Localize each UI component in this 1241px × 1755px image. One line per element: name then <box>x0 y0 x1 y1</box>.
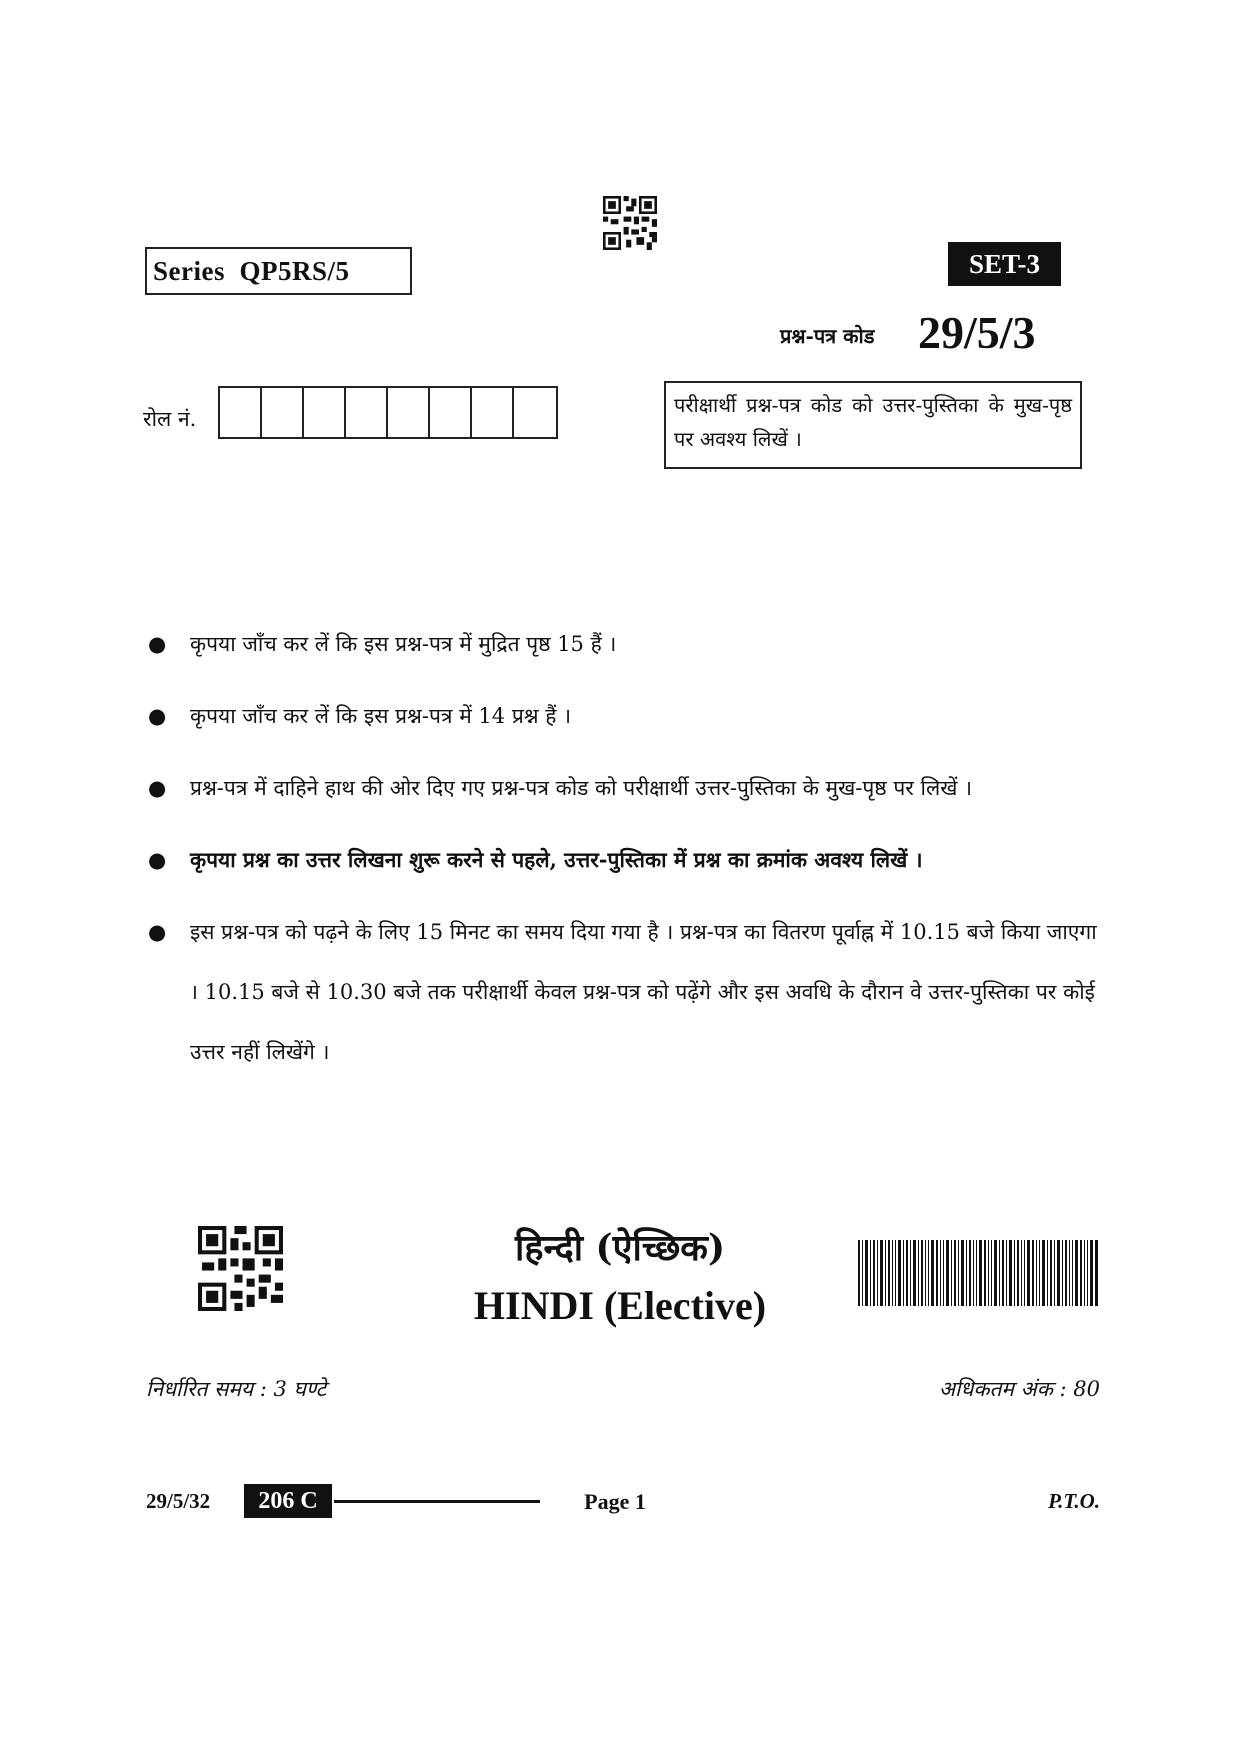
roll-number-box[interactable] <box>346 388 388 437</box>
bullet-icon: ● <box>148 632 167 656</box>
bullet-icon: ● <box>148 847 167 872</box>
subject-title-english: HINDI (Elective) <box>473 1283 767 1328</box>
roll-number-box[interactable] <box>304 388 346 437</box>
set-badge: SET-3 <box>948 242 1061 286</box>
instruction-text: कृपया जाँच कर लें कि इस प्रश्न-पत्र में 14 प्रश्न हैं । <box>190 704 572 728</box>
footer-paper-code: 29/5/32 <box>146 1489 211 1513</box>
pto-label: P.T.O. <box>1048 1489 1100 1513</box>
barcode-icon <box>858 1240 1098 1306</box>
roll-number-box[interactable] <box>472 388 514 437</box>
instruction-text: कृपया प्रश्न का उत्तर लिखना शुरू करने से पहले, उत्तर-पुस्तिका में प्रश्न का क्रमांक अवश्य लिखें । <box>190 847 923 872</box>
instruction-text: प्रश्न-पत्र में दाहिने हाथ की ओर दिए गए प्रश्न-पत्र कोड को परीक्षार्थी उत्तर-पुस्तिका के मुख-पृष्ठ पर लिखें । <box>190 776 973 800</box>
roll-number-box[interactable] <box>514 388 556 437</box>
qr-code-top-icon <box>603 196 657 250</box>
page-number: Page 1 <box>584 1489 646 1514</box>
instruction-item <box>148 614 1098 674</box>
max-marks-label: अधिकतम अंक : 80 <box>938 1377 1100 1401</box>
roll-number-grid[interactable] <box>218 386 558 439</box>
instruction-item <box>148 686 1098 746</box>
bullet-icon: ● <box>148 920 167 944</box>
footer-divider <box>334 1500 540 1503</box>
instruction-item <box>148 758 1098 818</box>
series-label: Series QP5RS/5 <box>145 247 412 295</box>
roll-number-box[interactable] <box>430 388 472 437</box>
qr-code-bottom-icon <box>198 1226 283 1311</box>
instruction-text: इस प्रश्न-पत्र को पढ़ने के लिए 15 मिनट का समय दिया गया है । प्रश्न-पत्र का वितरण पूर्वाह्न में 10.15 बजे किया जाएगा । 10.15 बजे से 10.30 बजे तक परीक्षार्थी केवल प्रश्न-पत्र को पढ़ेंगे और इस अवधि के दौरान वे उत्तर-पुस्तिका पर कोई उत्तर नहीं लिखेंगे । <box>190 920 1097 1064</box>
subject-title-hindi: हिन्दी (ऐच्छिक) <box>515 1227 725 1269</box>
time-allowed-label: निर्धारित समय : 3 घण्टे <box>146 1377 327 1401</box>
paper-code-label: प्रश्न-पत्र कोड <box>780 324 875 348</box>
bullet-icon: ● <box>148 704 167 728</box>
instruction-text: कृपया जाँच कर लें कि इस प्रश्न-पत्र में मुद्रित पृष्ठ 15 हैं । <box>190 632 617 656</box>
roll-number-label: रोल नं. <box>143 407 197 431</box>
bullet-icon: ● <box>148 776 167 800</box>
paper-code: 29/5/3 <box>918 307 1036 358</box>
roll-number-box[interactable] <box>388 388 430 437</box>
roll-number-box[interactable] <box>220 388 262 437</box>
roll-number-box[interactable] <box>262 388 304 437</box>
instruction-item <box>148 830 1098 890</box>
instruction-item <box>148 902 1098 1082</box>
instructions-list <box>148 614 1098 1094</box>
footer-badge: 206 C <box>244 1484 332 1518</box>
code-instruction-note: परीक्षार्थी प्रश्न-पत्र कोड को उत्तर-पुस्तिका के मुख-पृष्ठ पर अवश्य लिखें । <box>664 381 1082 469</box>
